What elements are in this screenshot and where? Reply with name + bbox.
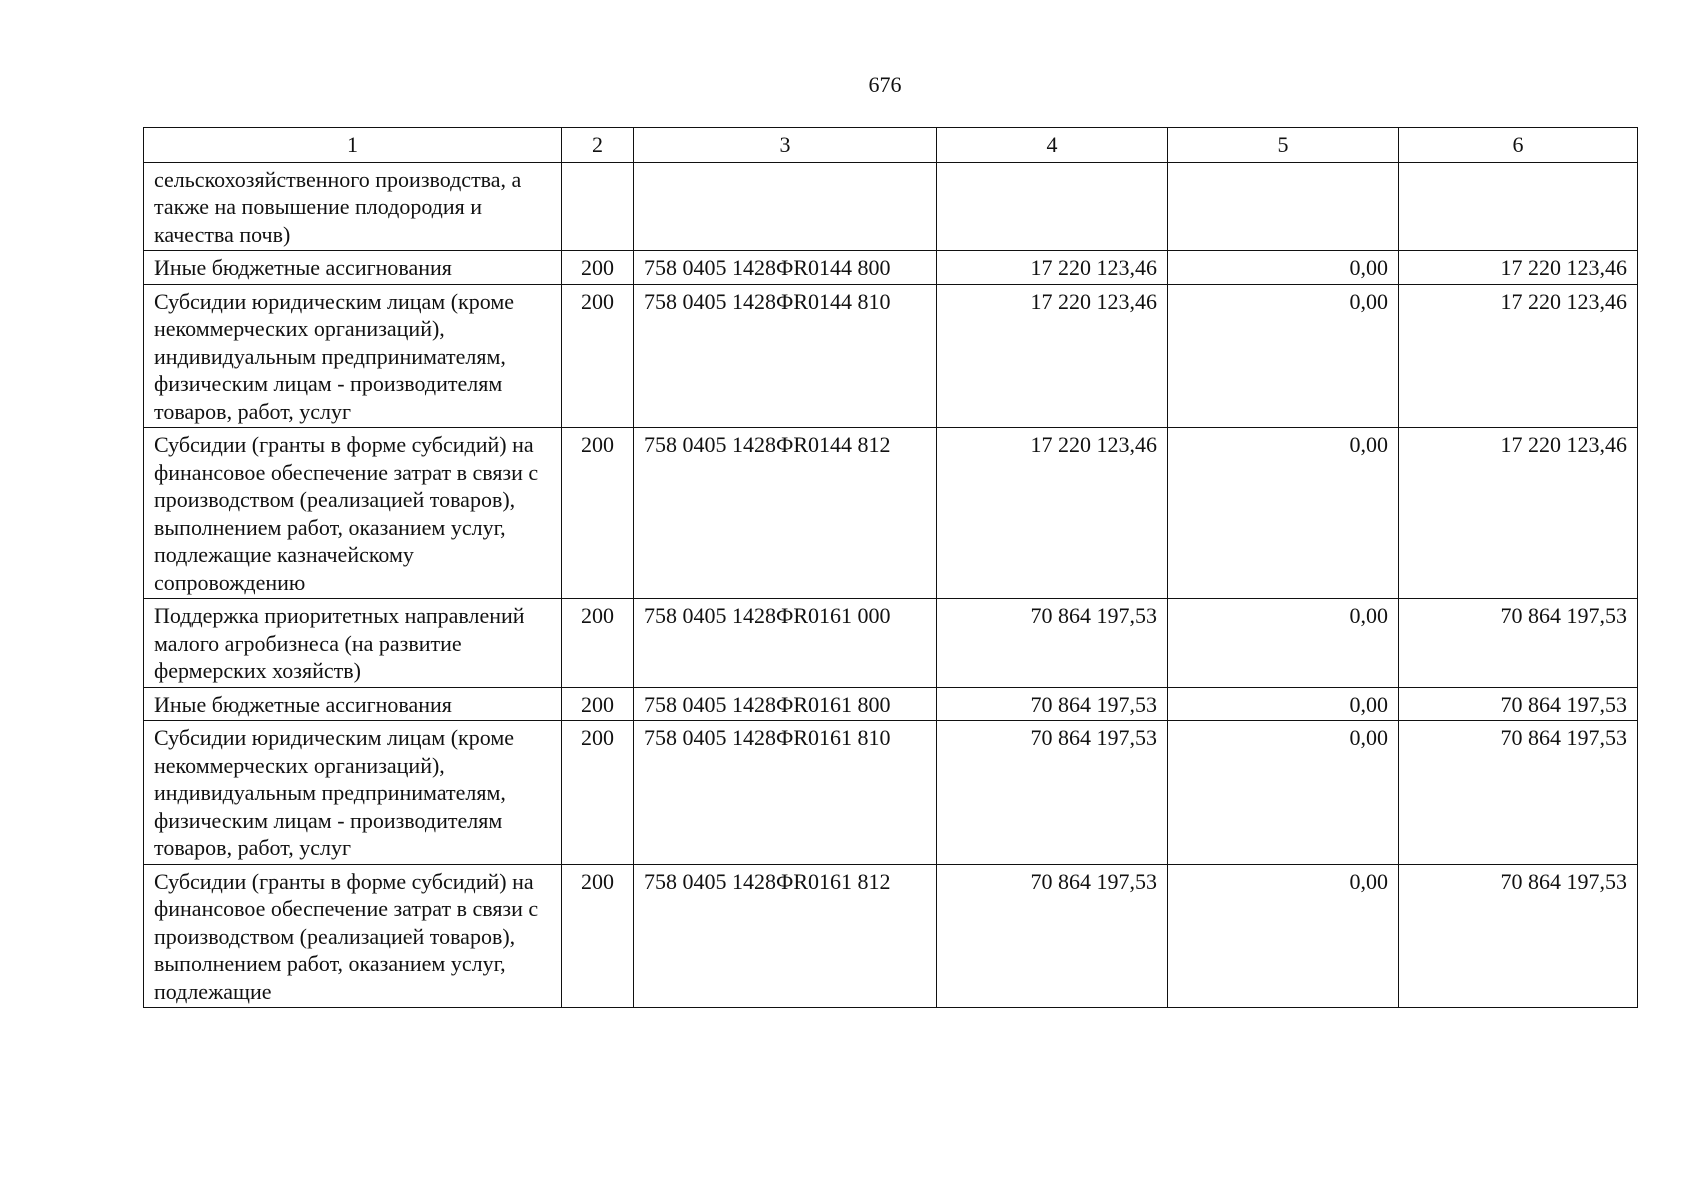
row-admin-cell: 200 (562, 428, 634, 599)
row-col4-cell: 17 220 123,46 (937, 251, 1168, 285)
table-row (144, 284, 1638, 428)
row-col4-cell: 70 864 197,53 (937, 864, 1168, 1008)
table-row (144, 721, 1638, 865)
row-admin-cell: 200 (562, 687, 634, 721)
row-col6-cell: 70 864 197,53 (1399, 599, 1638, 688)
table-row (144, 162, 1638, 251)
row-code-cell: 758 0405 1428ФR0161 810 (634, 721, 937, 865)
row-admin-cell: 200 (562, 864, 634, 1008)
row-name-cell: Субсидии юридическим лицам (кроме некоммерческих организаций), индивидуальным предпринимателям, физическим лицам - производителям товаров, работ, услуг (144, 721, 562, 865)
table-row (144, 599, 1638, 688)
row-col6-cell: 17 220 123,46 (1399, 251, 1638, 285)
row-code-cell: 758 0405 1428ФR0144 812 (634, 428, 937, 599)
row-name-cell: Поддержка приоритетных направлений малого агробизнеса (на развитие фермерских хозяйств) (144, 599, 562, 688)
row-code-cell: 758 0405 1428ФR0161 000 (634, 599, 937, 688)
row-col6-cell: 17 220 123,46 (1399, 428, 1638, 599)
row-col5-cell: 0,00 (1168, 284, 1399, 428)
row-name-cell: Субсидии (гранты в форме субсидий) на финансовое обеспечение затрат в связи с производством (реализацией товаров), выполнением работ, оказанием услуг, подлежащие (144, 864, 562, 1008)
row-col5-cell: 0,00 (1168, 251, 1399, 285)
header-col-2: 2 (562, 128, 634, 163)
row-name-cell: сельскохозяйственного производства, а также на повышение плодородия и качества почв) (144, 162, 562, 251)
row-col6-cell: 17 220 123,46 (1399, 284, 1638, 428)
row-admin-cell: 200 (562, 599, 634, 688)
header-col-3: 3 (634, 128, 937, 163)
table-header (144, 128, 1638, 163)
row-col5-cell: 0,00 (1168, 864, 1399, 1008)
row-code-cell: 758 0405 1428ФR0161 812 (634, 864, 937, 1008)
row-code-cell (634, 162, 937, 251)
row-col4-cell: 17 220 123,46 (937, 284, 1168, 428)
row-col5-cell: 0,00 (1168, 687, 1399, 721)
row-col4-cell: 70 864 197,53 (937, 687, 1168, 721)
row-admin-cell: 200 (562, 284, 634, 428)
row-code-cell: 758 0405 1428ФR0144 800 (634, 251, 937, 285)
table-row (144, 687, 1638, 721)
row-col6-cell (1399, 162, 1638, 251)
row-col4-cell: 17 220 123,46 (937, 428, 1168, 599)
row-col4-cell: 70 864 197,53 (937, 599, 1168, 688)
row-admin-cell: 200 (562, 721, 634, 865)
row-col5-cell (1168, 162, 1399, 251)
row-col5-cell: 0,00 (1168, 428, 1399, 599)
row-code-cell: 758 0405 1428ФR0144 810 (634, 284, 937, 428)
header-col-4: 4 (937, 128, 1168, 163)
page-number: 676 (868, 72, 902, 97)
row-col6-cell: 70 864 197,53 (1399, 721, 1638, 865)
row-name-cell: Иные бюджетные ассигнования (144, 251, 562, 285)
row-name-cell: Субсидии (гранты в форме субсидий) на финансовое обеспечение затрат в связи с производством (реализацией товаров), выполнением работ, оказанием услуг, подлежащие казначейскому сопровождению (144, 428, 562, 599)
table-row (144, 251, 1638, 285)
row-col4-cell: 70 864 197,53 (937, 721, 1168, 865)
budget-table (143, 127, 1638, 1008)
table-row (144, 428, 1638, 599)
row-col5-cell: 0,00 (1168, 599, 1399, 688)
header-row (144, 128, 1638, 163)
row-name-cell: Субсидии юридическим лицам (кроме некоммерческих организаций), индивидуальным предпринимателям, физическим лицам - производителям товаров, работ, услуг (144, 284, 562, 428)
row-col4-cell (937, 162, 1168, 251)
row-col6-cell: 70 864 197,53 (1399, 864, 1638, 1008)
header-col-5: 5 (1168, 128, 1399, 163)
row-col5-cell: 0,00 (1168, 721, 1399, 865)
row-code-cell: 758 0405 1428ФR0161 800 (634, 687, 937, 721)
header-col-1: 1 (144, 128, 562, 163)
table-body (144, 162, 1638, 1008)
header-col-6: 6 (1399, 128, 1638, 163)
table-row (144, 864, 1638, 1008)
row-col6-cell: 70 864 197,53 (1399, 687, 1638, 721)
row-admin-cell: 200 (562, 251, 634, 285)
row-admin-cell (562, 162, 634, 251)
row-name-cell: Иные бюджетные ассигнования (144, 687, 562, 721)
